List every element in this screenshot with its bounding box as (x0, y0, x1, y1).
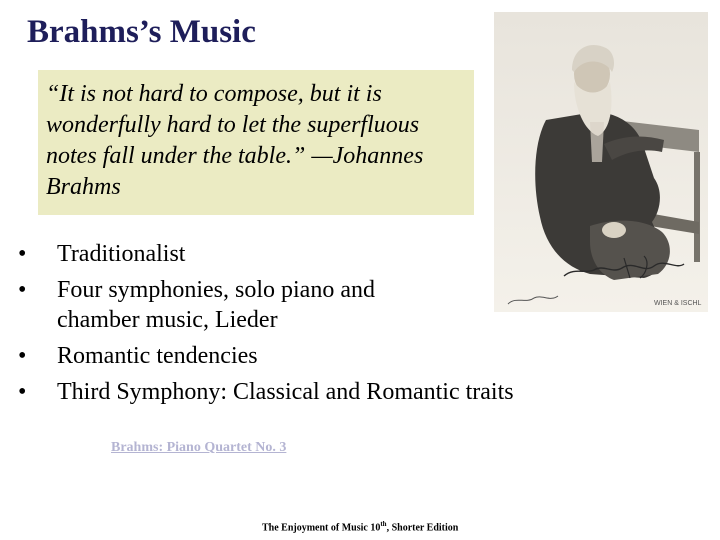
bullet-list (18, 236, 514, 410)
bullet-item (18, 338, 514, 374)
hand (602, 222, 626, 238)
bullet-item (18, 374, 514, 410)
audio-example-link[interactable]: Brahms: Piano Quartet No. 3 (111, 440, 287, 455)
trousers (590, 221, 670, 280)
bullet-text: Romantic tendencies (57, 343, 258, 369)
bullet-text: Four symphonies, solo piano and chamber music, Lieder (57, 277, 375, 333)
bullet-dot: • (18, 277, 27, 303)
bullet-dot: • (18, 241, 27, 267)
studio-mark: WIEN & ISCHL (654, 300, 702, 307)
brahms-portrait-photo (494, 12, 708, 312)
bullet-item (18, 275, 417, 335)
bullet-dot: • (18, 379, 27, 405)
bullet-dot: • (18, 343, 27, 369)
slide-title: Brahms’s Music (27, 14, 256, 50)
footer-credit: The Enjoyment of Music 10th, Shorter Edition (262, 520, 459, 534)
bullet-text: Traditionalist (57, 241, 186, 267)
bullet-text: Third Symphony: Classical and Romantic traits (57, 379, 514, 405)
brahms-quote: “It is not hard to compose, but it is wonderfully hard to let the superfluous notes fall under the table.” —Johannes Brahms (46, 81, 424, 200)
quote-box (38, 70, 474, 215)
bullet-item (18, 236, 514, 272)
